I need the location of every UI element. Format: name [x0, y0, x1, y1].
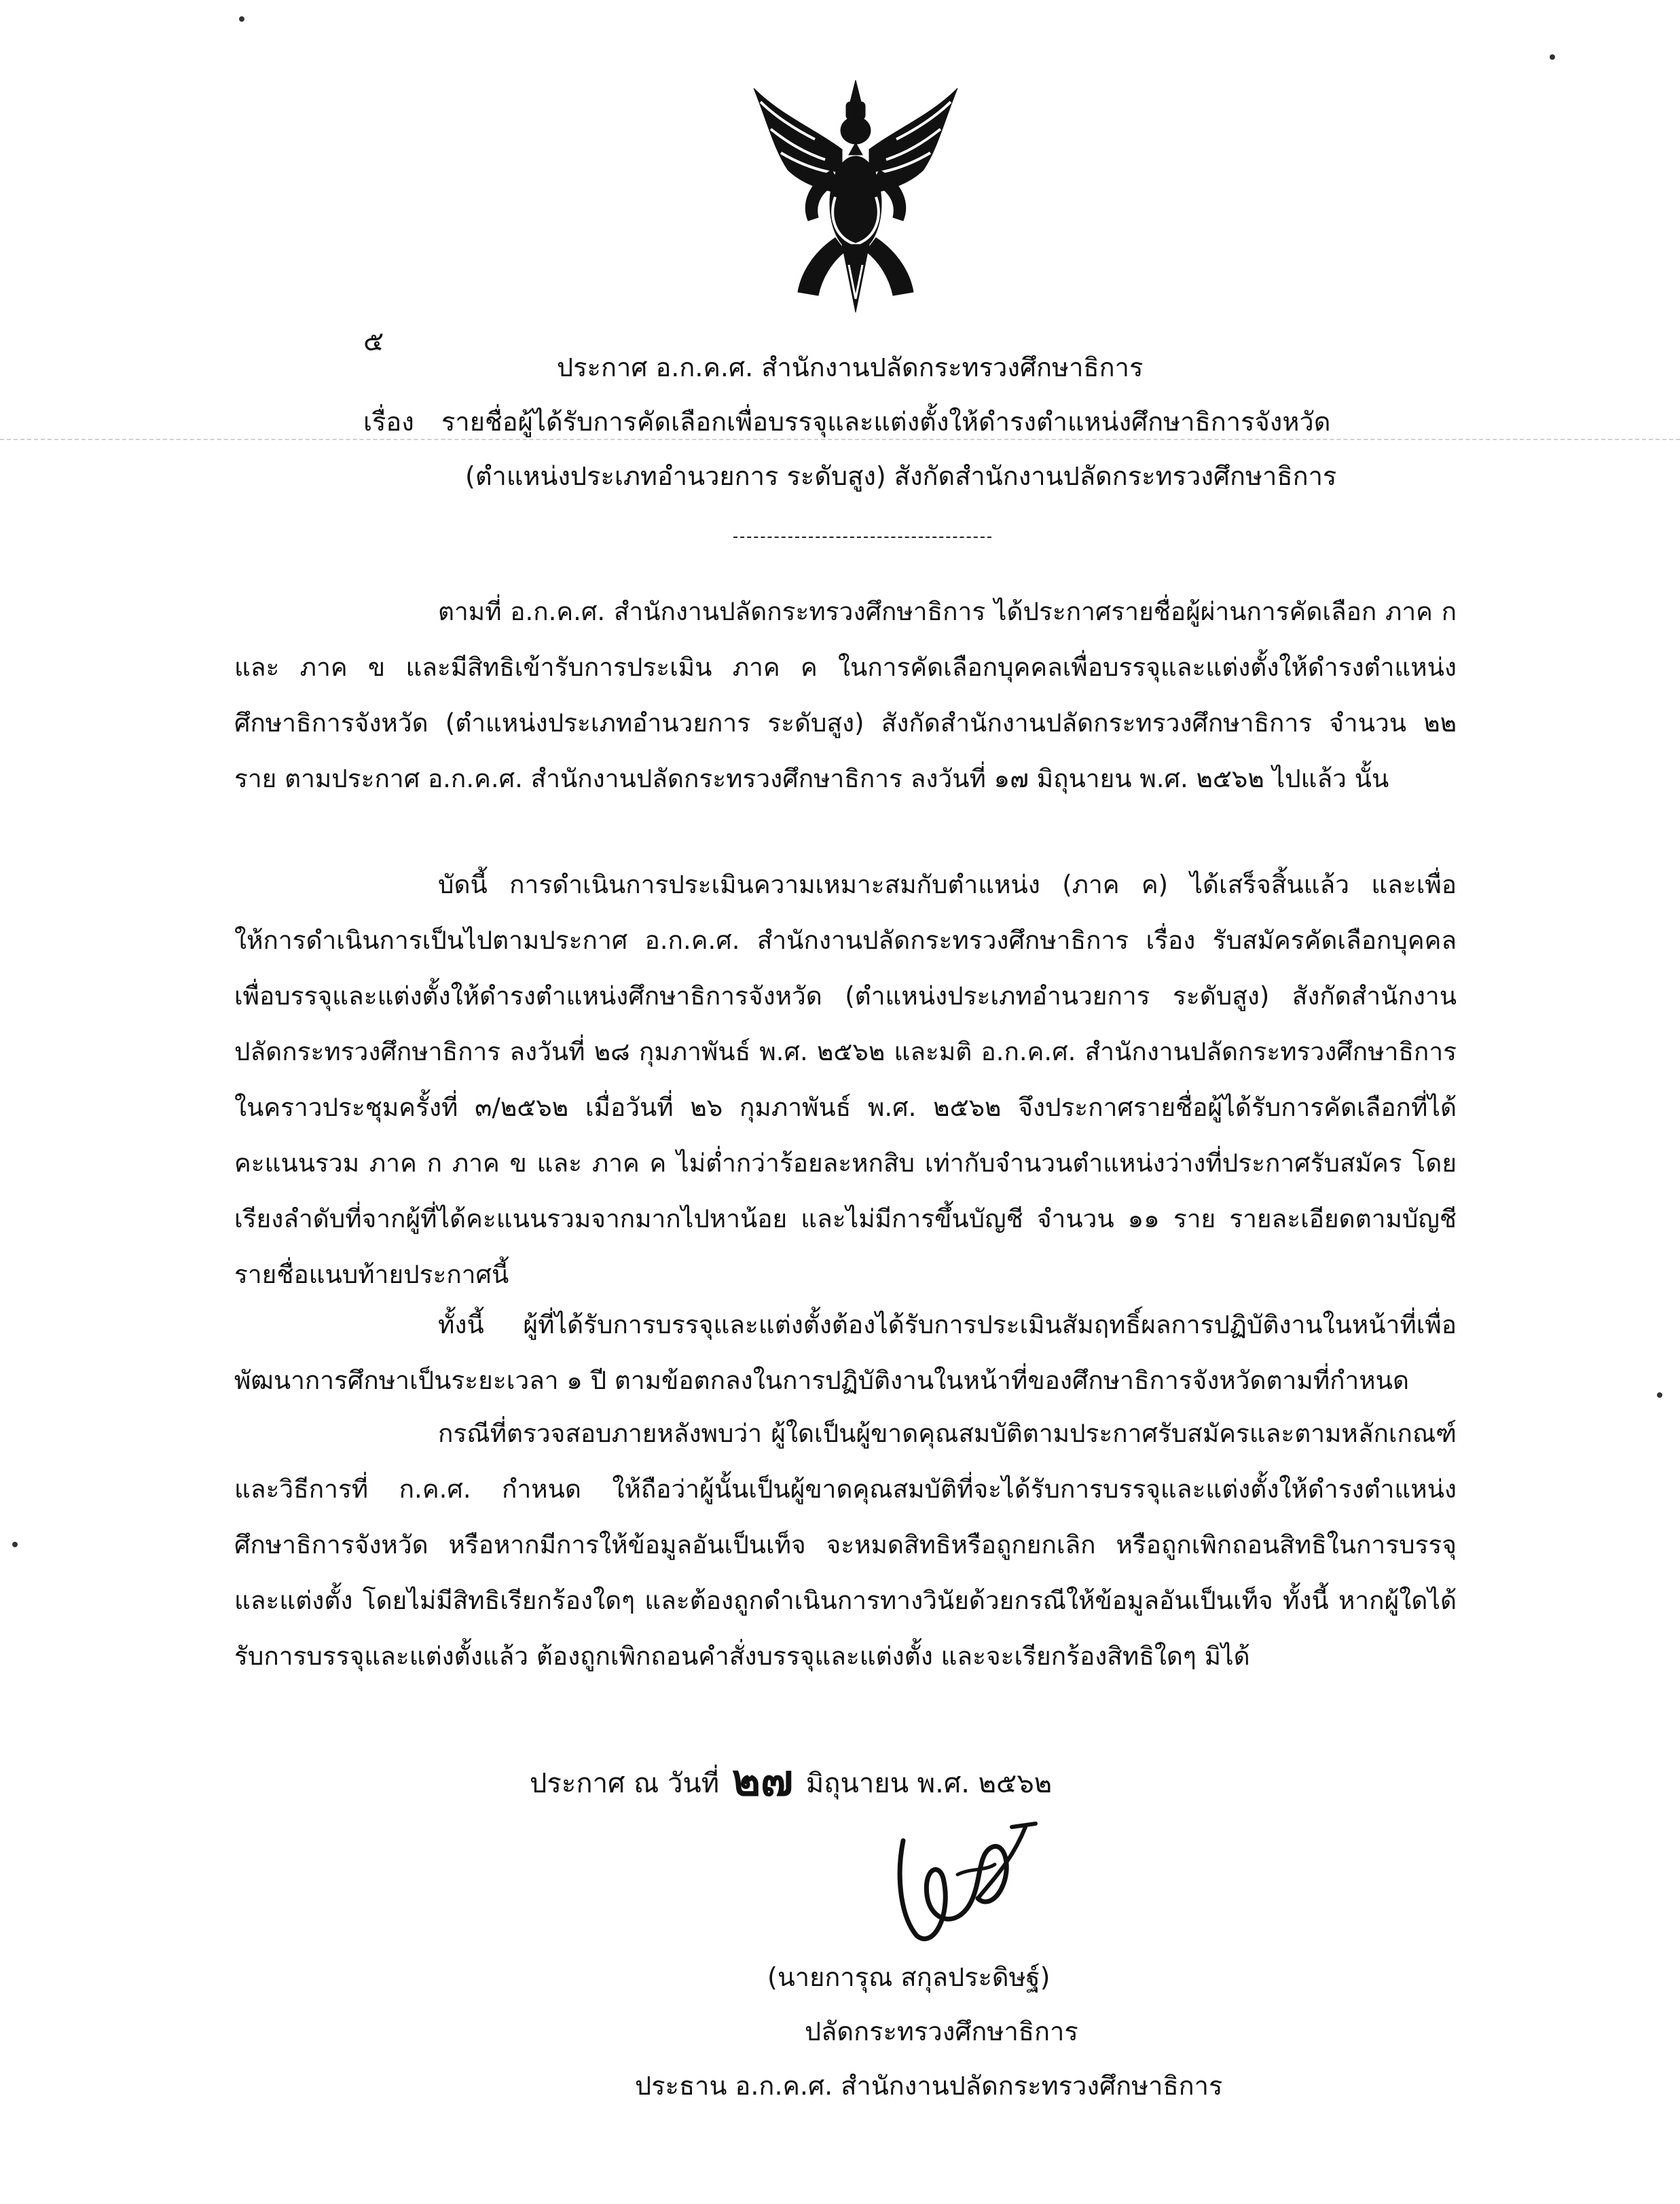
subject-line-2: (ตำแหน่งประเภทอำนวยการ ระดับสูง) สังกัดสำนักงานปลัดกระทรวงศึกษาธิการ [465, 461, 1337, 491]
signatory-position-2: ประธาน อ.ก.ค.ศ. สำนักงานปลัดกระทรวงศึกษาธิการ [635, 2071, 1223, 2101]
body-paragraph-3: ทั้งนี้ ผู้ที่ได้รับการบรรจุและแต่งตั้งต้องได้รับการประเมินสัมฤทธิ์ผลการปฏิบัติงานในหน้าที่เพื่อพัฒนาการศึกษาเป็นระยะเวลา ๑ ปี ตามข้อตกลงในการปฏิบัติงานในหน้าที่ของศึกษาธิการจังหวัดตามที่กำหนด [234, 1310, 1457, 1395]
scan-speck [239, 16, 244, 22]
signature-icon [876, 1800, 1053, 1956]
signatory-position-1: ปลัดกระทรวงศึกษาธิการ [805, 2017, 1078, 2046]
date-day: ๒๗ [731, 1756, 794, 1806]
divider [733, 537, 991, 538]
body-paragraph-2: บัดนี้ การดำเนินการประเมินความเหมาะสมกับตำแหน่ง (ภาค ค) ได้เสร็จสิ้นแล้ว และเพื่อให้การดำเนินการเป็นไปตามประกาศ อ.ก.ค.ศ. สำนักงานปลัดกระทรวงศึกษาธิการ เรื่อง รับสมัครคัดเลือกบุคคลเพื่อบรรจุและแต่งตั้งให้ดำรงตำแหน่งศึกษาธิการจังหวัด (ตำแหน่งประเภทอำนวยการ ระดับสูง) สังกัดสำนักงานปลัดกระทรวงศึกษาธิการ ลงวันที่ ๒๘ กุมภาพันธ์ พ.ศ. ๒๕๖๒ และมติ อ.ก.ค.ศ. สำนักงานปลัดกระทรวงศึกษาธิการ ในคราวประชุมครั้งที่ ๓/๒๕๖๒ เมื่อวันที่ ๒๖ กุมภาพันธ์ พ.ศ. ๒๕๖๒ จึงประกาศรายชื่อผู้ได้รับการคัดเลือกที่ได้คะแนนรวม ภาค ก ภาค ข และ ภาค ค ไม่ต่ำกว่าร้อยละหกสิบ เท่ากับจำนวนตำแหน่งว่างที่ประกาศรับสมัคร โดยเรียงลำดับที่จากผู้ที่ได้คะแนนรวมจากมากไปหาน้อย และไม่มีการขึ้นบัญชี จำนวน ๑๑ ราย รายละเอียดตามบัญชีรายชื่อแนบท้ายประกาศนี้ [234, 870, 1457, 1289]
subject-line-1: รายชื่อผู้ได้รับการคัดเลือกเพื่อบรรจุและแต่งตั้งให้ดำรงตำแหน่งศึกษาธิการจังหวัด [441, 407, 1331, 437]
announcement-title: ประกาศ อ.ก.ค.ศ. สำนักงานปลัดกระทรวงศึกษาธิการ [557, 353, 1144, 382]
scan-speck [1550, 54, 1555, 60]
page-number: ๕ [363, 326, 384, 357]
garuda-emblem-icon [733, 75, 978, 319]
body-paragraph-4: กรณีที่ตรวจสอบภายหลังพบว่า ผู้ใดเป็นผู้ขาดคุณสมบัติตามประกาศรับสมัครและตามหลักเกณฑ์และวิธีการที่ ก.ค.ศ. กำหนด ให้ถือว่าผู้นั้นเป็นผู้ขาดคุณสมบัติที่จะได้รับการบรรจุและแต่งตั้งให้ดำรงตำแหน่งศึกษาธิการจังหวัด หรือหากมีการให้ข้อมูลอันเป็นเท็จ จะหมดสิทธิหรือถูกยกเลิก หรือถูกเพิกถอนสิทธิในการบรรจุและแต่งตั้ง โดยไม่มีสิทธิเรียกร้องใดๆ และต้องถูกดำเนินการทางวินัยด้วยกรณีให้ข้อมูลอันเป็นเท็จ ทั้งนี้ หากผู้ใดได้รับการบรรจุและแต่งตั้งแล้ว ต้องถูกเพิกถอนคำสั่งบรรจุและแต่งตั้ง และจะเรียกร้องสิทธิใดๆ มิได้ [234, 1419, 1457, 1671]
date-prefix: ประกาศ ณ วันที่ [530, 1768, 720, 1799]
signatory-name: (นายการุณ สกุลประดิษฐ์) [767, 1962, 1051, 1992]
subject-label: เรื่อง [363, 407, 414, 437]
body-paragraph-1: ตามที่ อ.ก.ค.ศ. สำนักงานปลัดกระทรวงศึกษาธิการ ได้ประกาศรายชื่อผู้ผ่านการคัดเลือก ภาค ก และ ภาค ข และมีสิทธิเข้ารับการประเมิน ภาค ค ในการคัดเลือกบุคคลเพื่อบรรจุและแต่งตั้งให้ดำรงตำแหน่งศึกษาธิการจังหวัด (ตำแหน่งประเภทอำนวยการ ระดับสูง) สังกัดสำนักงานปลัดกระทรวงศึกษาธิการ จำนวน ๒๒ ราย ตามประกาศ อ.ก.ค.ศ. สำนักงานปลัดกระทรวงศึกษาธิการ ลงวันที่ ๑๗ มิถุนายน พ.ศ. ๒๕๖๒ ไปแล้ว นั้น [234, 597, 1457, 793]
date-month-year: มิถุนายน พ.ศ. ๒๕๖๒ [805, 1768, 1053, 1799]
scan-speck [1657, 1392, 1662, 1398]
scan-speck [12, 1542, 18, 1547]
